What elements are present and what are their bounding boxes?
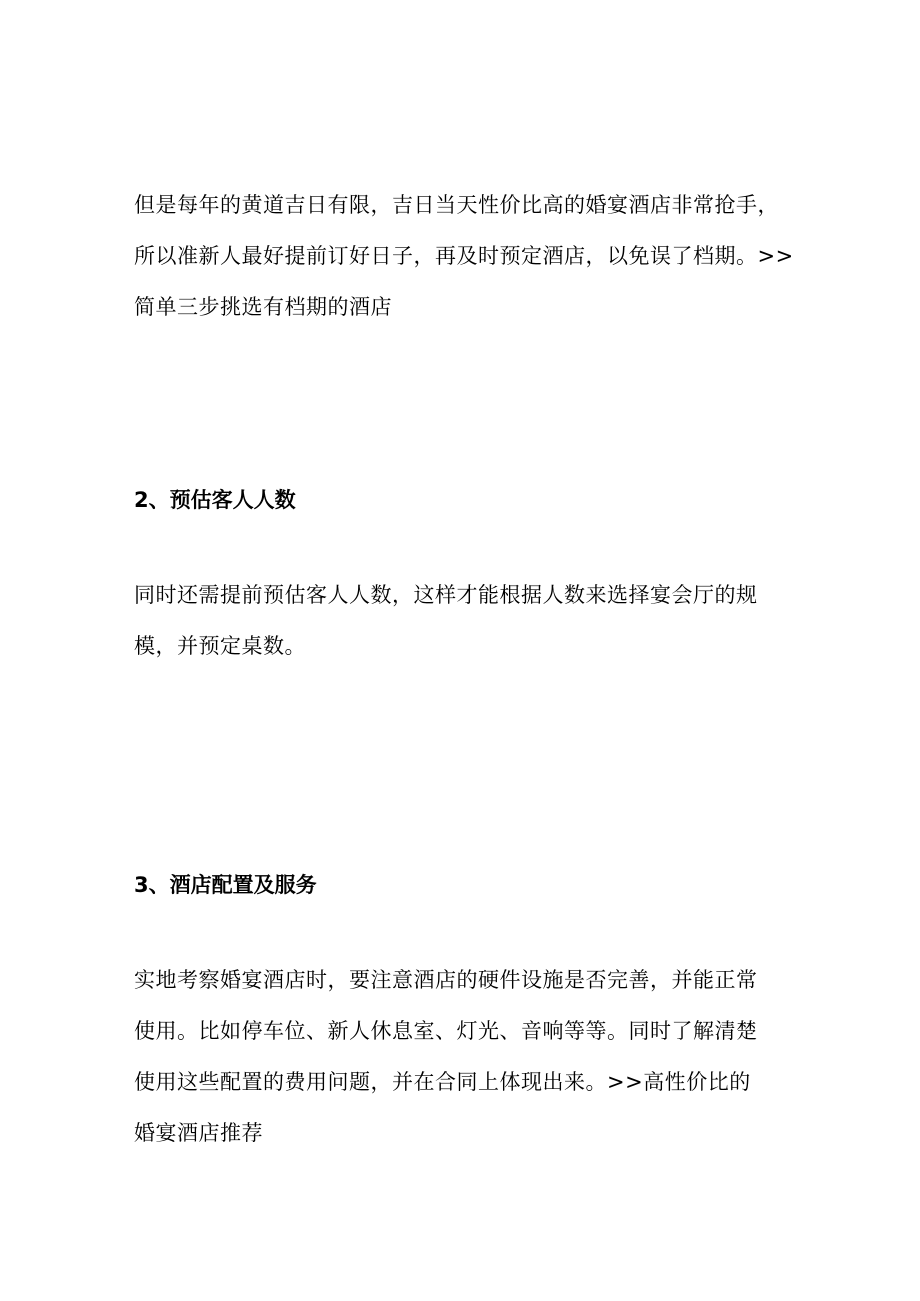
- section-3-paragraph: [134, 955, 834, 1159]
- paragraph-line: 所以准新人最好提前订好日子，再及时预定酒店，以免误了档期。>>: [134, 244, 794, 268]
- section-2-paragraph: [134, 570, 834, 672]
- section-2-heading: 2、预估客人人数: [134, 488, 296, 512]
- paragraph-line: 婚宴酒店推荐: [134, 1121, 263, 1145]
- paragraph-line: 简单三步挑选有档期的酒店: [134, 295, 392, 319]
- intro-paragraph: [134, 180, 834, 333]
- section-3-heading: 3、酒店配置及服务: [134, 873, 317, 897]
- paragraph-line: 使用这些配置的费用问题，并在合同上体现出来。>>高性价比的: [134, 1070, 751, 1094]
- paragraph-line: 同时还需提前预估客人人数，这样才能根据人数来选择宴会厅的规: [134, 583, 758, 607]
- paragraph-line: 但是每年的黄道吉日有限，吉日当天性价比高的婚宴酒店非常抢手，: [134, 193, 779, 217]
- paragraph-line: 模，并预定桌数。: [134, 634, 306, 658]
- paragraph-line: 实地考察婚宴酒店时，要注意酒店的硬件设施是否完善，并能正常: [134, 968, 758, 992]
- paragraph-line: 使用。比如停车位、新人休息室、灯光、音响等等。同时了解清楚: [134, 1019, 758, 1043]
